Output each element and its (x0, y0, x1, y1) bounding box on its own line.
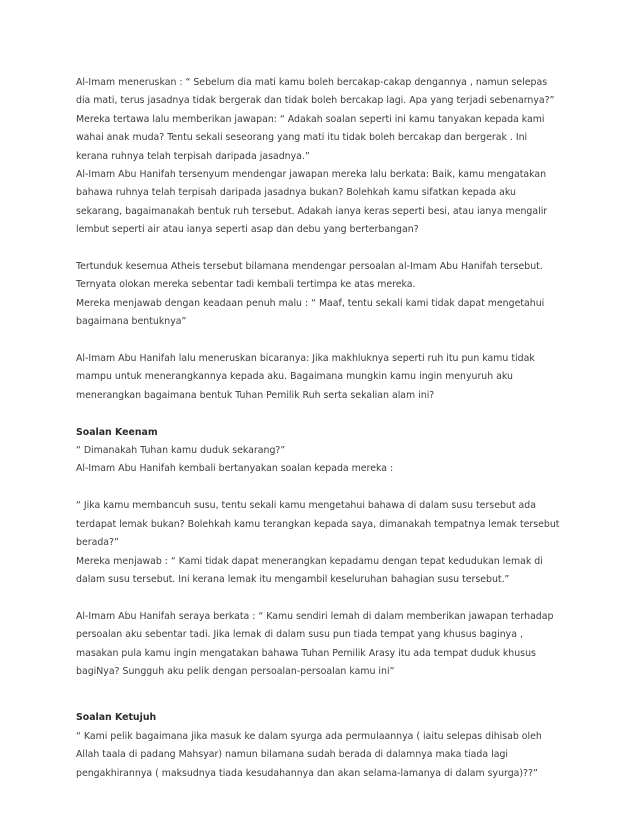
document-body (76, 74, 596, 783)
text-line: masakan pula kamu ingin mengatakan bahawa Tuhan Pemilik Arasy itu ada tempat duduk khusus (76, 647, 536, 659)
text-line: persoalan aku sebentar tadi. Jika lemak di dalam susu pun tiada tempat yang khusus baginya , (76, 629, 523, 641)
text-line: “ Dimanakah Tuhan kamu duduk sekarang?” (76, 445, 286, 457)
text-line: Al-Imam Abu Hanifah lalu meneruskan bicaranya: Jika makhluknya seperti ruh itu pun kamu tidak (76, 353, 535, 365)
paragraph (76, 258, 596, 332)
text-line: sekarang, bagaimanakah bentuk ruh tersebut. Adakah ianya keras seperti besi, atau ianya mengalir (76, 205, 548, 217)
paragraph-spacer (76, 405, 596, 423)
text-line: mampu untuk menerangkannya kepada aku. Bagaimana mungkin kamu ingin menyuruh aku (76, 371, 513, 383)
text-line: “ Kami pelik bagaimana jika masuk ke dalam syurga ada permulaannya ( iaitu selepas dihisab oleh (76, 730, 542, 742)
text-line: pengakhirannya ( maksudnya tiada kesudahannya dan akan selama-lamanya di dalam syurga)??” (76, 767, 538, 779)
text-line: Al-Imam Abu Hanifah kembali bertanyakan soalan kepada mereka : (76, 463, 394, 475)
text-line: wahai anak muda? Tentu sekali seseorang yang mati itu tidak boleh bercakap dan bergerak . Ini (76, 132, 528, 144)
text-line: Al-Imam Abu Hanifah tersenyum mendengar jawapan mereka lalu berkata: Baik, kamu mengatakan (76, 169, 547, 181)
text-line: “ Jika kamu membancuh susu, tentu sekali kamu mengetahui bahawa di dalam susu tersebut ada (76, 500, 536, 512)
text-line: Allah taala di padang Mahsyar) namun bilamana sudah berada di dalamnya maka tiada lagi (76, 749, 509, 761)
text-line: Ternyata olokan mereka sebentar tadi kembali tertimpa ke atas mereka. (76, 279, 416, 291)
text-line: bagaimana bentuknya” (76, 316, 187, 328)
text-line: Tertunduk kesemua Atheis tersebut bilamana mendengar persoalan al-Imam Abu Hanifah tersebut. (76, 261, 543, 273)
text-line: Mereka menjawab dengan keadaan penuh malu : “ Maaf, tentu sekali kami tidak dapat mengetahui (76, 297, 545, 309)
text-line: Mereka tertawa lalu memberikan jawapan: “ Adakah soalan seperti ini kamu tanyakan kepada kami (76, 113, 545, 125)
text-line: bahawa ruhnya telah terpisah daripada jasadnya bukan? Bolehkah kamu sifatkan kepada aku (76, 187, 516, 199)
paragraph-spacer (76, 479, 596, 497)
text-line: menerangkan bagaimana bentuk Tuhan Pemilik Ruh serta sekalian alam ini? (76, 389, 435, 401)
text-line: dia mati, terus jasadnya tidak bergerak dan tidak boleh bercakap lagi. Apa yang terjadi sebenarnya?” (76, 95, 555, 107)
section-heading: Soalan Ketujuh (76, 712, 157, 724)
paragraph (76, 442, 596, 479)
text-line: terdapat lemak bukan? Bolehkah kamu terangkan kepada saya, dimanakah tempatnya lemak tersebut (76, 518, 560, 530)
paragraph (76, 350, 596, 405)
paragraph-spacer (76, 681, 596, 709)
text-line: lembut seperti air atau ianya seperti asap dan debu yang berterbangan? (76, 224, 419, 236)
text-line: dalam susu tersebut. Ini kerana lemak itu mengambil keseluruhan bahagian susu tersebut.” (76, 573, 510, 585)
text-line: Al-Imam Abu Hanifah seraya berkata : “ Kamu sendiri lemah di dalam memberikan jawapan terhadap (76, 610, 554, 622)
paragraph-spacer (76, 589, 596, 607)
text-line: berada?” (76, 537, 119, 549)
text-line: kerana ruhnya telah terpisah daripada jasadnya.” (76, 150, 310, 162)
paragraph-spacer (76, 332, 596, 350)
paragraph (76, 74, 596, 240)
paragraph (76, 497, 596, 589)
paragraph (76, 608, 596, 682)
paragraph-spacer (76, 240, 596, 258)
text-line: Al-Imam meneruskan : “ Sebelum dia mati kamu boleh bercakap-cakap dengannya , namun selepas (76, 77, 548, 88)
text-line: bagiNya? Sungguh aku pelik dengan persoalan-persoalan kamu ini” (76, 665, 395, 677)
text-line: Mereka menjawab : “ Kami tidak dapat menerangkan kepadamu dengan tepat kedudukan lemak di (76, 555, 543, 567)
paragraph (76, 728, 596, 783)
section-heading: Soalan Keenam (76, 426, 158, 438)
